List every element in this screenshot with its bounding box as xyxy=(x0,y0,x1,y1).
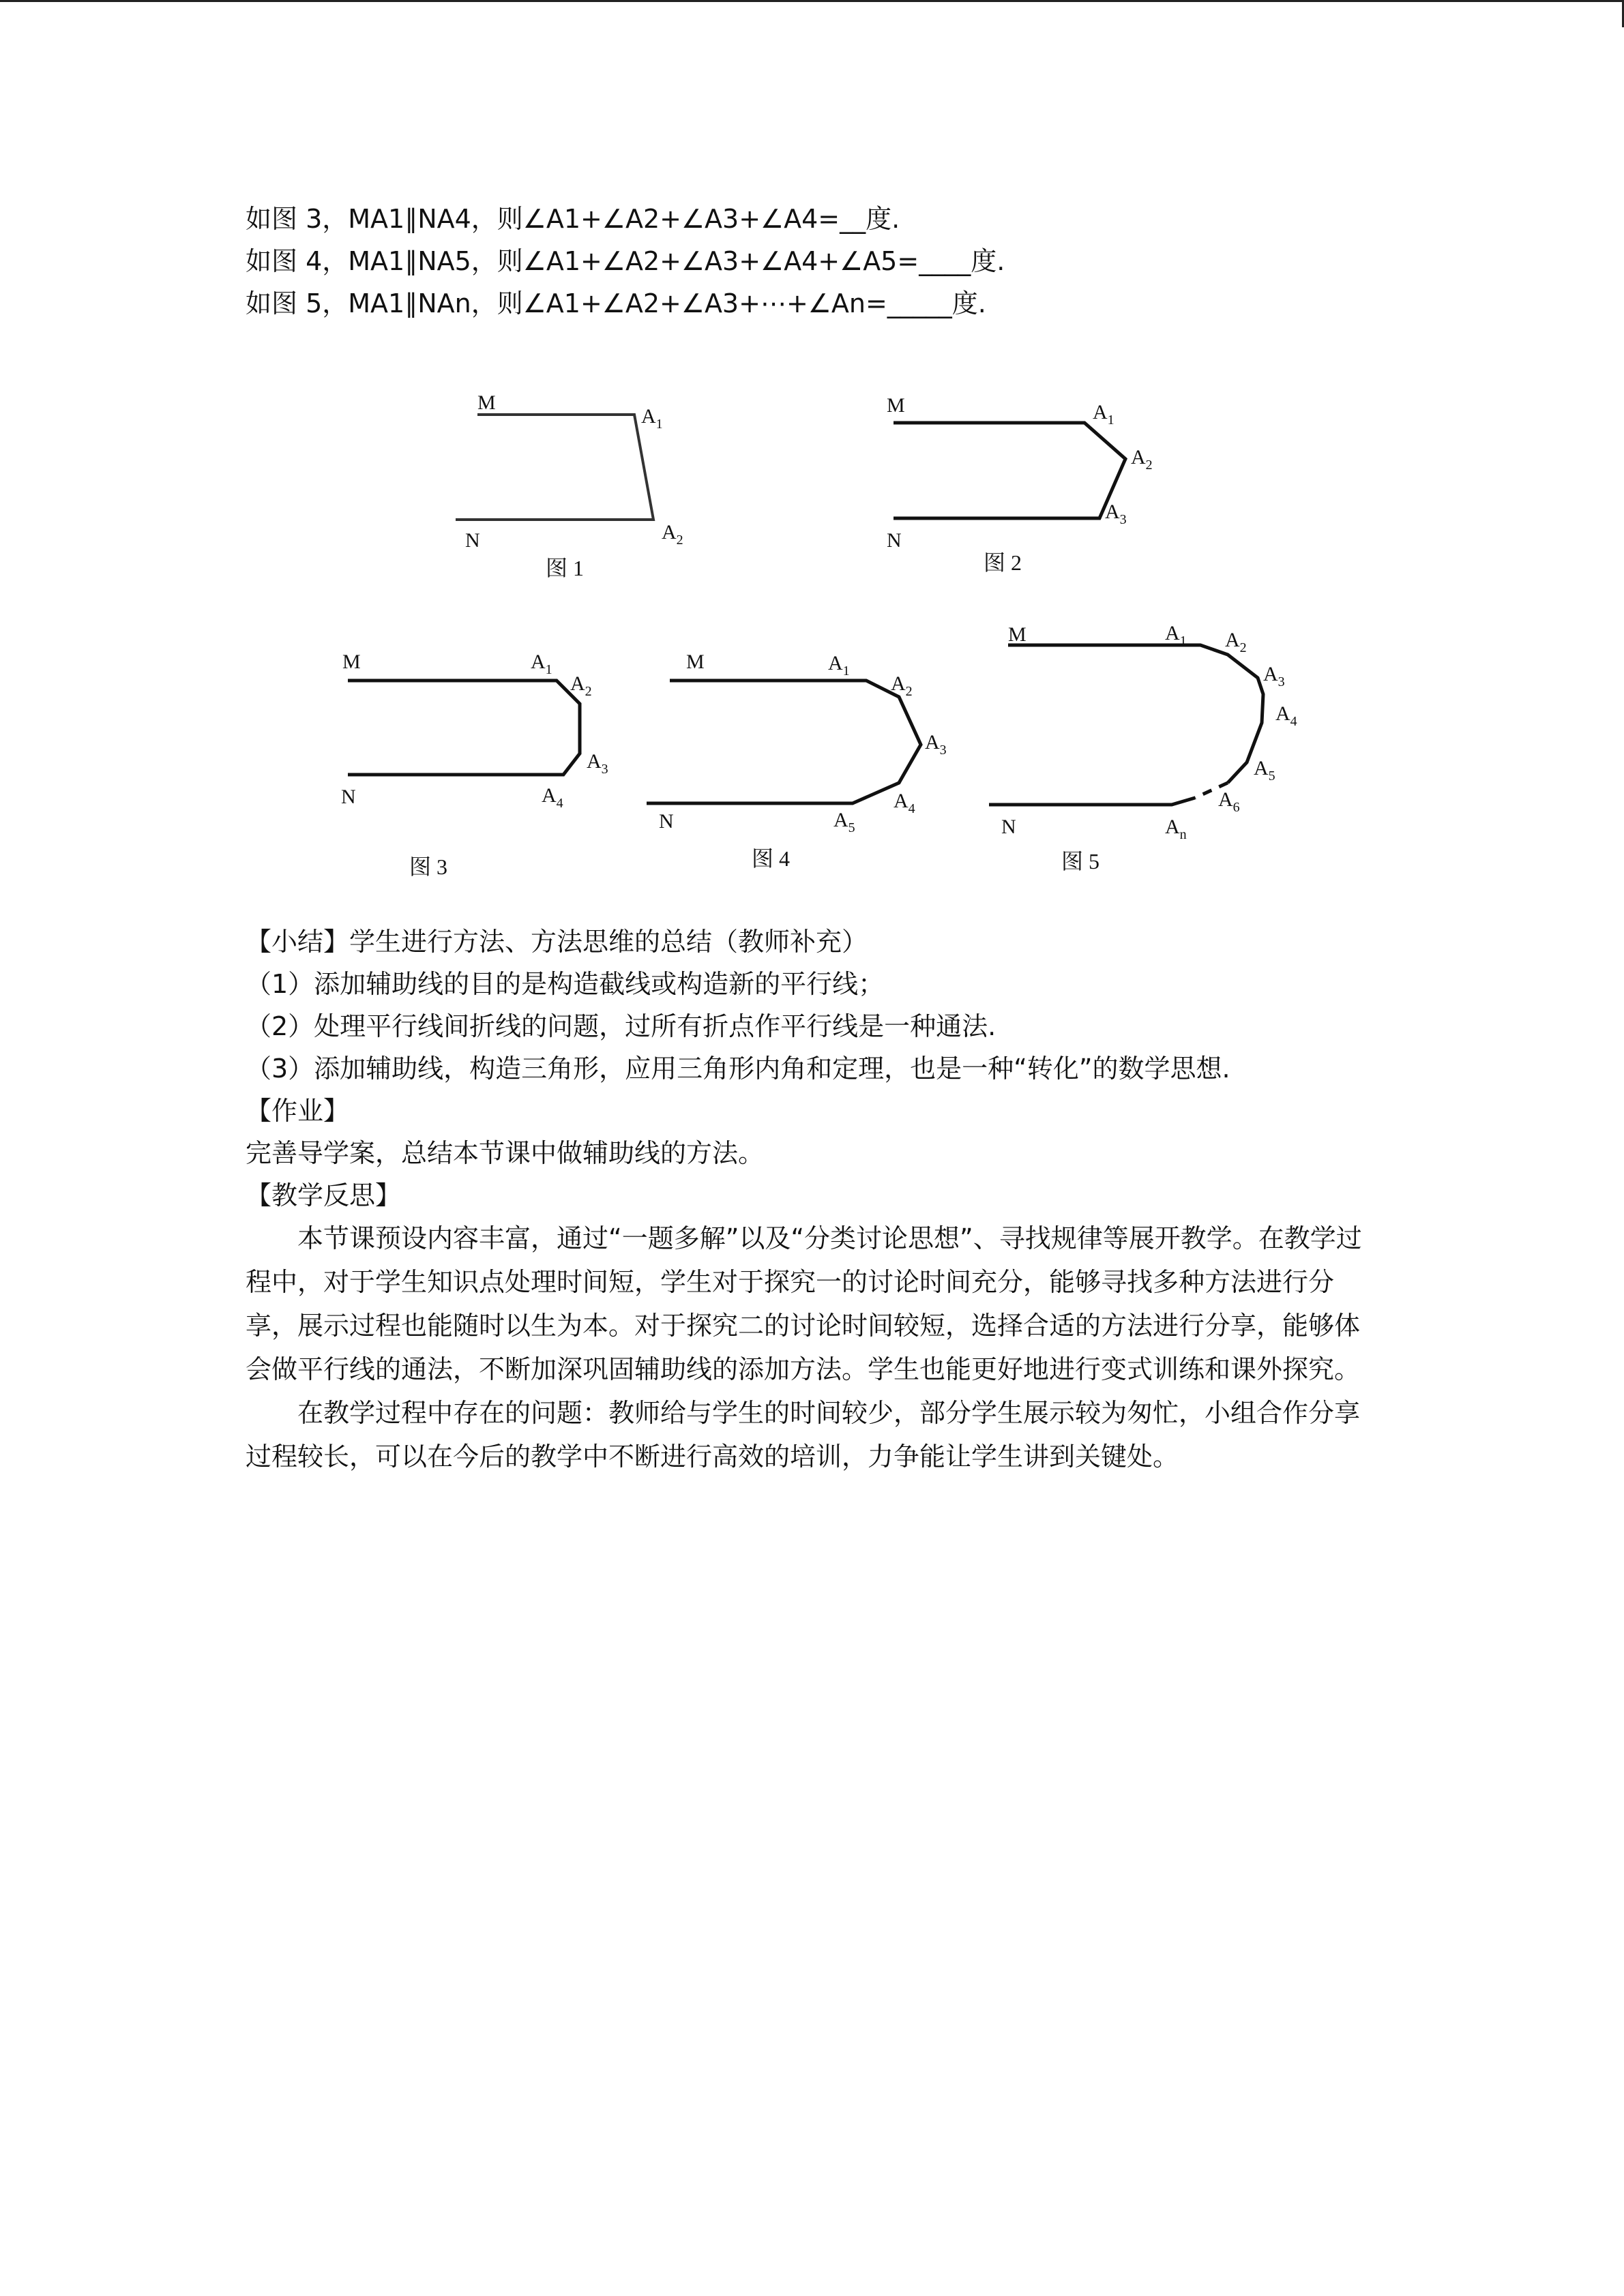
figure-4 xyxy=(647,681,921,803)
figure-4-polyline xyxy=(647,681,921,803)
fig2-label-A3: $A_3$ xyxy=(1105,501,1127,527)
fig2-caption: 图 2 xyxy=(984,550,1022,575)
fig3-caption: 图 3 xyxy=(409,854,448,879)
figure-1-polyline xyxy=(456,415,653,520)
summary-point-2: （2）处理平行线间折线的问题，过所有折点作平行线是一种通法. xyxy=(246,1011,996,1041)
summary-point-1: （1）添加辅助线的目的是构造截线或构造新的平行线； xyxy=(246,969,885,999)
fig3-label-N: N xyxy=(341,786,356,808)
figure-2 xyxy=(894,423,1125,518)
figure-3-polyline xyxy=(348,681,580,775)
fig5-label-M: M xyxy=(1008,623,1027,646)
fig3-label-A2: $A_2$ xyxy=(570,672,592,699)
body-text xyxy=(246,921,1378,1478)
fig2-label-A1: $A_1$ xyxy=(1093,401,1114,428)
fig1-label-A1: $A_1$ xyxy=(641,405,663,432)
summary-heading: 【小结】学生进行方法、方法思维的总结（教师补充） xyxy=(246,927,868,957)
fig2-label-M: M xyxy=(887,394,905,417)
homework-text: 完善导学案，总结本节课中做辅助线的方法。 xyxy=(246,1138,765,1168)
figure-3 xyxy=(348,681,580,775)
fig1-caption: 图 1 xyxy=(546,556,585,580)
reflection-paragraph-1: 本节课预设内容丰富，通过“一题多解”以及“分类讨论思想”、寻找规律等展开教学。在教学过程中，对于学生知识点处理时间短，学生对于探究一的讨论时间充分，能够寻找多种方法进行分享，展示过程也能随时以生为本。对于探究二的讨论时间较短，选择合适的方法进行分享，能够体会做平行线的通法，不断加深巩固辅助线的添加方法。学生也能更好地进行变式训练和课外探究。 xyxy=(246,1223,1362,1384)
figures-diagram xyxy=(0,0,1624,907)
question-4: 如图 4，MA1∥NA5，则∠A1+∠A2+∠A3+∠A4+∠A5=____度. xyxy=(246,246,1005,276)
fig2-label-N: N xyxy=(887,529,902,552)
figure-5-polyline xyxy=(1008,645,1263,783)
fig5-label-A6: $A_6$ xyxy=(1218,788,1240,815)
fig4-label-A2: $A_2$ xyxy=(891,672,913,699)
figure-2-polyline xyxy=(894,423,1125,518)
fig1-label-N: N xyxy=(465,529,480,552)
reflection-paragraph-2: 在教学过程中存在的问题：教师给与学生的时间较少，部分学生展示较为匆忙，小组合作分享过程较长，可以在今后的教学中不断进行高效的培训，力争能让学生讲到关键处。 xyxy=(246,1398,1361,1472)
reflection-heading: 【教学反思】 xyxy=(246,1180,402,1210)
summary-point-3: （3）添加辅助线，构造三角形，应用三角形内角和定理，也是一种“转化”的数学思想. xyxy=(246,1054,1230,1084)
fig5-label-A5: $A_5$ xyxy=(1254,757,1275,784)
question-5: 如图 5，MA1∥NAn，则∠A1+∠A2+∠A3+⋯+∠An=_____度. xyxy=(246,288,986,318)
fig4-label-A1: $A_1$ xyxy=(828,652,850,679)
figure-1 xyxy=(456,415,653,520)
figure-5 xyxy=(989,645,1263,805)
fig5-caption: 图 5 xyxy=(1061,849,1100,874)
question-3: 如图 3，MA1∥NA4，则∠A1+∠A2+∠A3+∠A4=__度. xyxy=(246,204,900,234)
fig3-label-A3: $A_3$ xyxy=(587,750,608,777)
fig5-label-A2: $A_2$ xyxy=(1225,629,1247,655)
fig2-label-A2: $A_2$ xyxy=(1131,446,1153,473)
fig4-label-A5: $A_5$ xyxy=(833,809,855,835)
fig4-label-M: M xyxy=(686,651,705,673)
fig5-label-A3: $A_3$ xyxy=(1263,663,1285,689)
fig4-label-N: N xyxy=(659,810,674,833)
figure-5-bottom-line xyxy=(989,798,1195,805)
fig5-label-An: $A_n$ xyxy=(1165,816,1187,842)
fig4-label-A4: $A_4$ xyxy=(894,790,915,816)
fig5-label-A1: $A_1$ xyxy=(1165,622,1187,648)
fig1-label-A2: $A_2$ xyxy=(662,521,683,548)
fig5-label-N: N xyxy=(1001,816,1016,838)
homework-heading: 【作业】 xyxy=(246,1096,350,1126)
fig3-label-A4: $A_4$ xyxy=(542,784,563,811)
fig1-label-M: M xyxy=(477,391,496,414)
fig5-label-A4: $A_4$ xyxy=(1275,702,1297,729)
fig4-label-A3: $A_3$ xyxy=(925,731,947,758)
fig4-caption: 图 4 xyxy=(752,846,791,871)
fig3-label-A1: $A_1$ xyxy=(531,651,552,677)
fig3-label-M: M xyxy=(342,651,361,673)
